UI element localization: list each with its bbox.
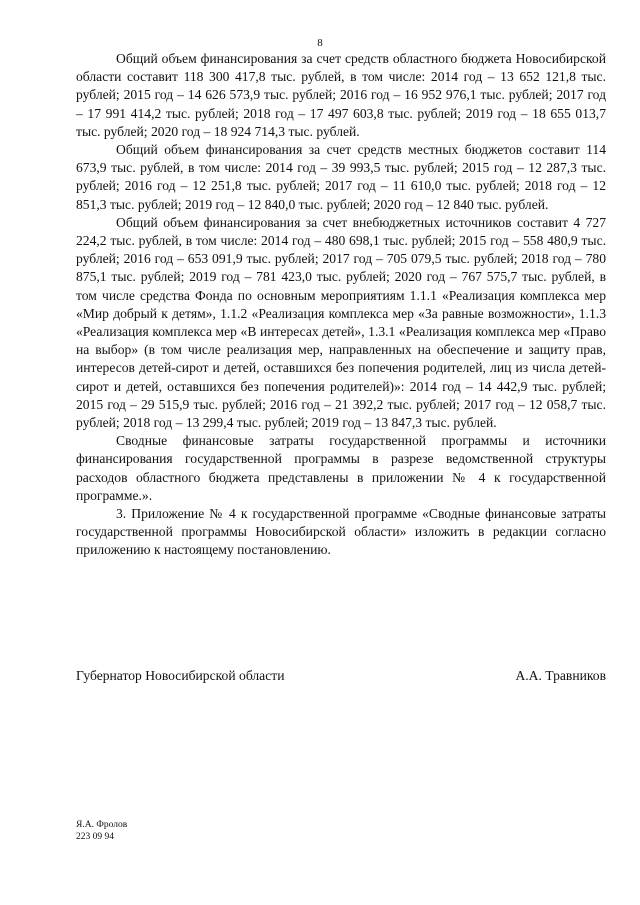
executor-info <box>76 819 127 843</box>
signatory-position: Губернатор Новосибирской области <box>76 668 285 683</box>
signatory-name: А.А. Травников <box>515 668 606 683</box>
paragraph-regional-budget: Общий объем финансирования за счет средств областного бюджета Новосибирской области составит 118 300 417,8 тыс. рублей, в том числе: 2014 год – 13 652 121,8 тыс. рублей; 2015 год – 14 626 573,9 тыс. рублей; 2016 год – 16 952 976,1 тыс. рублей; 2017 год – 17 991 414,2 тыс. рублей; 2018 год – 17 497 603,8 тыс. рублей; 2019 год – 18 655 013,7 тыс. рублей; 2020 год – 18 924 714,3 тыс. рублей. <box>76 51 606 139</box>
document-body <box>76 50 606 560</box>
executor-phone: 223 09 94 <box>76 832 114 842</box>
paragraph-summary-costs: Сводные финансовые затраты государственной программы и источники финансирования государственной программы в разрезе ведомственной структуры расходов областного бюджета представлены в приложении № 4 к государственной программе.». <box>76 433 606 503</box>
executor-name: Я.А. Фролов <box>76 820 128 830</box>
page-number: 8 <box>317 37 323 49</box>
paragraph-appendix-4: 3. Приложение № 4 к государственной программе «Сводные финансовые затраты государственной программы Новосибирской области» изложить в редакции согласно приложению к настоящему постановлению. <box>76 506 606 558</box>
paragraph-local-budgets: Общий объем финансирования за счет средств местных бюджетов составит 114 673,9 тыс. рублей, в том числе: 2014 год – 39 993,5 тыс. рублей; 2015 год – 12 287,3 тыс. рублей; 2016 год – 12 251,8 тыс. рублей; 2017 год – 11 610,0 тыс. рублей; 2018 год – 12 851,3 тыс. рублей; 2019 год – 12 840,0 тыс. рублей; 2020 год – 12 840 тыс. рублей. <box>76 142 606 212</box>
paragraph-extrabudgetary: Общий объем финансирования за счет внебюджетных источников составит 4 727 224,2 тыс. рублей, в том числе: 2014 год – 480 698,1 тыс. рублей; 2015 год – 558 480,9 тыс. рублей; 2016 год – 653 091,9 тыс. рублей; 2017 год – 705 079,5 тыс. рублей; 2018 год – 780 875,1 тыс. рублей; 2019 год – 781 423,0 тыс. рублей; 2020 год – 767 575,7 тыс. рублей, в том числе средства Фонда по основным мероприятиям 1.1.1 «Реализация комплекса мер «Мир добрый к детям», 1.1.2 «Реализация комплекса мер «За равные возможности», 1.1.3 «Реализация комплекса мер «В интересах детей», 1.3.1 «Реализация комплекса мер «Право на выбор» (в том числе реализация мер, направленных на обеспечение и защиту прав, интересов детей-сирот и детей, оставшихся без попечения родителей, лиц из числа детей-сирот и детей, оставшихся без попечения родителей)»: 2014 год – 14 442,9 тыс. рублей; 2015 год – 29 515,9 тыс. рублей; 2016 год – 21 392,2 тыс. рублей; 2017 год – 12 058,7 тыс. рублей; 2018 год – 13 299,4 тыс. рублей; 2019 год – 13 847,3 тыс. рублей. <box>76 214 606 431</box>
